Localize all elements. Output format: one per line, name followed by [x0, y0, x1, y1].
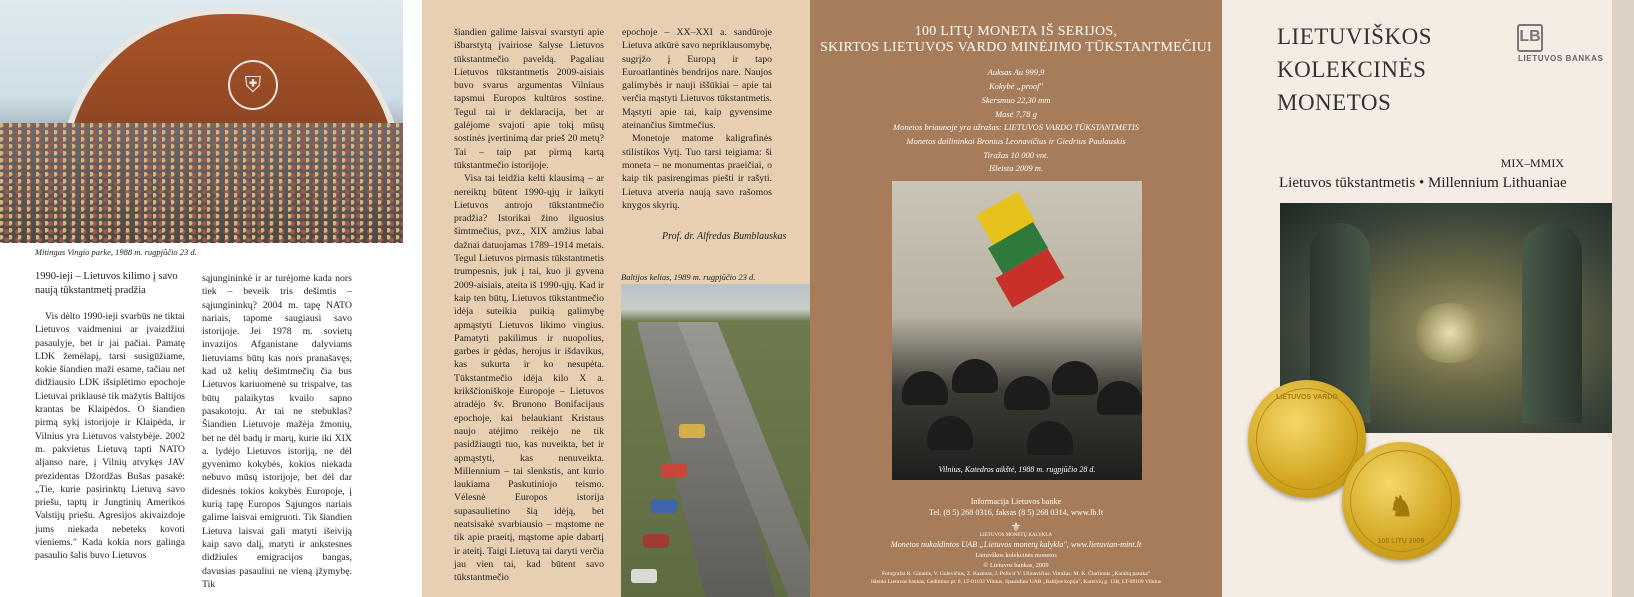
helmet [952, 359, 998, 393]
paragraph: Visa tai leidžia kelti klausimą – ar nereiktų būtent 1990-ųjų ir laikyti Lietuvos antrojo tūkstantmečio pradžia? Istorikai žino ilguosius šimtmečius, pvz., XIX amžius labai dažnai datuojamas 1789–1914 metais. Tegul Lietuvos pirmasis tūkstantmetis trumpesnis, juk į tai, kuo ji gyvena 2009-aisiais, ateita iš 1990-ųjų. Kad ir kaip ten būtų, Lietuvos tūkstantmečio idėja suteikia puikią galimybę apmąstyti Lietuvos likimo vingius. Pamatyti pakilimus ir nuopolius, garbes ir gėdas, herojus ir išdavikus, kas sukurta ir ko nesupėta. Tūkstantmečio idėja kilo X a. krikščioniškoje Europoje – Lietuvos atradėjo šv. Brunono Bonifacijaus epochoje, kai belaukiant Kristaus naujo atėjimo reikėjo ne tik pasidžiaugti tuo, kas nuveikta, bet ir apmąstyti, kas nenuveikta. Millennium – tai slenkstis, ant kurio laukiama Paskutiniojo teismo. Vėlesnė Europos istorija supasaulietino šią idėją, bet neatsisakė svarbiausio – mąstome ne tik apie praeitį, mąstome apie dabartį ir ateitį. Taigi Lietuvą tai daryti verčia jau vien tai, kad būtent savo tūkstantmečio [454, 173, 604, 584]
paragraph: šiandien galime laisvai svarstyti apie išbarstytą įvairiose šalyse Lietuvos tūkstantmečio paveldą. Pagaliau Lietuvos tūkstantmetis 2009-aisiais buvo svarus argumentas Vilniaus tapsmui Europos kultūros sostine. Tegul tai ir deklaracija, bet ar galėjome svajoti apie tokį mūsų sostinės įvertinimą dar prieš 20 metų? Tai – taip pat pirmą kartą tūkstantmečio istorijoje. [454, 27, 604, 171]
spec-line: Masė 7,78 g [995, 109, 1037, 119]
title-line: SKIRTOS LIETUVOS VARDO MINĖJIMO TŪKSTANTMEČIUI [820, 40, 1212, 55]
copyright: © Lietuvos bankas, 2009 [983, 562, 1049, 569]
spec-line: Išleista 2009 m. [988, 163, 1044, 173]
panel-coin-info [810, 0, 1222, 597]
panel-history-2 [422, 0, 810, 597]
helmet [927, 416, 973, 450]
paragraph: Vis dėlto 1990-ieji svarbūs ne tiktai Lietuvos vaidmeniui ar įvaizdžiui pasaulyje, bet ir jai pačiai. Pamatę LDK žemėlapį, tarsi susigūžiame, kokie šiandien maži esame, tačiau net didžiausio LDK išsiplėtimo epochoje Lietuvai priklausė tik mažytis Baltijos krantas be Klaipėdos. O šiandien pirmą sykį istorijoje ir Klaipėda, ir Vilnius yra Lietuvos valstybėje. 2002 m. pakvietus Lietuvą tapti NATO aljanso nare, į Vilnių atvykęs JAV prezidentas Džordžas Bušas pasakė: „Tie, kurie pasirinktų Lietuvą savo priešu, taptų ir Jungtinių Amerikos Valstijų priešu. Agresijos akivaizdoje jums niekada nebeteks kovoti vieniems." Kada kokia nors galinga pasaulio šalis buvo Lietuvos [35, 311, 185, 562]
info-title: Informacija Lietuvos banke [970, 497, 1062, 506]
spec-line: Monetos dailininkai Bronius Leonavičius ir Giedrius Paulauskis [906, 136, 1126, 146]
coin-reverse [1342, 442, 1460, 560]
paragraph: Monetoje matome kaligrafinės stilistikos Vytį. Tuo tarsi teigiama: ši moneta – ne monumentas praeičiai, o kaip tik pasirengimas piešti ir rašyti. Lietuva atveria naują savo rašomos knygos skyrių. [622, 133, 772, 211]
mint-logo-icon: ⚜ [1010, 520, 1022, 534]
author-signature: Prof. dr. Alfredas Bumblauskas [662, 231, 787, 242]
coin-inscription: LIETUVOS VARDO [1276, 394, 1338, 401]
info-phone: Tel. (8 5) 268 0316, faksas (8 5) 268 0314, www.lb.lt [928, 508, 1104, 517]
title-line: KOLEKCINĖS [1277, 57, 1427, 82]
photo-cathedral-square [892, 181, 1142, 480]
page-edge [1612, 0, 1634, 597]
title-line: LIETUVIŠKOS [1277, 24, 1432, 49]
vytis-icon: ♞ [1388, 490, 1414, 523]
car [679, 424, 705, 438]
photo-vingis-park-rally [0, 0, 403, 243]
cover-title [1277, 20, 1432, 119]
panel-history-1 [0, 0, 422, 597]
helmet [1052, 361, 1098, 395]
crowd [0, 123, 403, 243]
spec-line: Tiražas 10 000 vnt. [983, 150, 1049, 160]
coin-series-title [810, 24, 1222, 56]
car [661, 464, 687, 478]
glowing-village [1410, 303, 1490, 363]
panel-cover [1222, 0, 1634, 597]
title-line: MONETOS [1277, 90, 1392, 115]
body-column-4 [622, 26, 772, 212]
mint-line: Monetos nukaldintos UAB „Lietuvos monetų kalykla", www.lietuvian-mint.lt [890, 540, 1142, 549]
photo-baltic-way [621, 284, 810, 597]
mint-label: LIETUVOS MONETŲ KALYKLA [980, 533, 1052, 538]
car [643, 534, 669, 548]
car [651, 499, 677, 513]
paragraph: epochoje – XX–XXI a. sandūroje Lietuva atkūrė savo nepriklausomybę, sugrįžo į Europą ir tapo Euroatlantinės bendrijos nare. Naujos galimybės ir nauji iššūkiai – apie tai verčia mąstyti Lietuvos tūkstantmetis. Mąstyti apie tai, kaip gyvensime ateinančius šimtmečius. [622, 27, 772, 132]
title-line: 100 LITŲ MONETA IŠ SERIJOS, [914, 24, 1118, 39]
bank-name: LIETUVOS BANKAS [1518, 54, 1604, 63]
cover-subtitle: Lietuvos tūkstantmetis • Millennium Lithuaniae [1279, 175, 1567, 191]
spec-line: Kokybė „proof" [988, 81, 1043, 91]
spec-line: Auksas Au 999,9 [987, 67, 1045, 77]
spec-line: Monetos briaunoje yra užrašas: LIETUVOS VARDO TŪKSTANTMETIS [893, 122, 1139, 132]
bank-logo-icon: LB [1517, 24, 1543, 52]
coin-inscription: 100 LITŲ 2009 [1377, 538, 1425, 545]
section-heading: 1990-ieji – Lietuvos kilimo į savo naują tūkstantmetį pradžia [35, 271, 178, 296]
body-column-1 [35, 310, 185, 563]
helmet [1004, 376, 1050, 410]
car [631, 569, 657, 583]
years-label: MIX–MMIX [1500, 156, 1564, 170]
photo-caption: Mitingas Vingio parke, 1988 m. rugpjūčio 23 d. [35, 247, 197, 257]
helmet [1027, 421, 1073, 455]
photo-caption: Vilnius, Katedros aikštė, 1988 m. rugpjūčio 28 d. [938, 465, 1096, 474]
helmet [902, 371, 948, 405]
body-column-3 [454, 26, 604, 584]
paragraph: sąjungininkė ir ar turėjome kada nors tiek – beveik tris dešimtis – sąjungininkų? 2004 m. tapę NATO nariais, tapome saugiausi savo istorijoje. Jei 1978 m. sovietų invazijos Afganistane dalyviams lietuviams būtų kas nors pranašavęs, kad už kelių dešimtmečių čia bus Lietuvos kariuomenė su trispalve, tas būtų palaikytas kvailo sapno pasakotoju. Ar tai ne stebuklas? Šiandien Lietuvoje mažėja žmonių, bet ne dėl badų ir marų, kurie iki XIX a. lydėjo Lietuvos istoriją, ne dėl gyvenimo kokybės, kokios niekada nebuvo mūsų istorijoje, bet dėl dar didesnės tokios kokybės Europoje, į kurią tapę Europos Sąjungos nariais galime laisvai emigruoti. Tik šiandien Lietuva laisvai gali matyti išeiviją kaip savo dalį, matyti ir ankstesnes didžiules emigracijos bangas, davusias pasauliui ne vieną įžymybę. Tik [202, 273, 352, 590]
credits: Išleido Lietuvos bankas, Gedimino pr. 6, LT-01103 Vilnius. Spausdino UAB „Baltijos kopija", Kareivių g. 13B, LT-09109 Vilnius [870, 579, 1162, 585]
photo-caption: Baltijos kelias, 1989 m. rugpjūčio 23 d. [621, 272, 756, 282]
credits: Fotografai R. Ginaitis, V. Gulevičius, Z. Kazėnas, J. Polis ir V. Ušinavičius. Vitražas: M. K. Čiurlionis „Karalių pasaka" [881, 571, 1151, 577]
body-column-2 [202, 272, 352, 591]
issue-line: Lietuvškos kolekcinės monetos [975, 552, 1057, 559]
helmet [1097, 381, 1142, 415]
stage-emblem-icon: ⛨ [228, 60, 278, 110]
spec-line: Skersmuo 22,30 mm [981, 95, 1051, 105]
figure-right [1522, 223, 1582, 423]
